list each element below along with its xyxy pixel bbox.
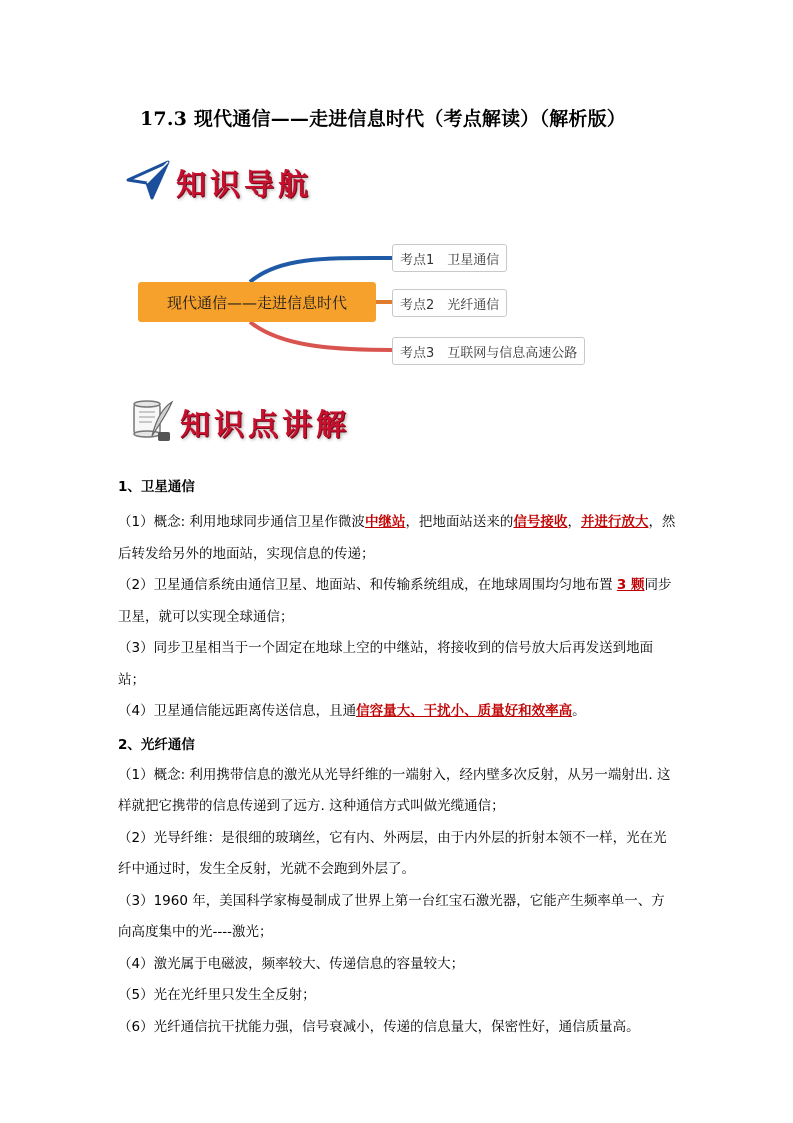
paragraph-text: 。 (572, 703, 586, 719)
paragraph-text: （3）1960 年，美国科学家梅曼制成了世界上第一台红宝石激光器，它能产生频率单一、方向高度集中的光----激光； (118, 892, 665, 940)
paragraph-text: （2）卫星通信系统由通信卫星、地面站、和传输系统组成，在地球周围均匀地布置 (118, 577, 617, 593)
paragraph (118, 696, 678, 728)
paragraph (118, 980, 678, 1012)
paragraph (118, 570, 678, 633)
highlighted-term: 信容量大、干扰小、质量好和效率高 (356, 703, 573, 719)
knowledge-navigation-banner (126, 160, 312, 204)
section-heading-fiber: 2、光纤通信 (118, 736, 195, 753)
paragraph (118, 507, 678, 570)
paragraph-text: 同步卫星，就可以实现全球通信； (118, 577, 672, 625)
paragraph (118, 633, 678, 696)
paragraph-text: （5）光在光纤里只发生全反射； (118, 987, 316, 1003)
paragraph-text: （4）卫星通信能远距离传送信息，且通 (118, 703, 357, 719)
paragraph (118, 760, 678, 823)
paragraph-text: （2）光导纤维：是很细的玻璃丝，它有内、外两层，由于内外层的折射本领不一样，光在光纤中通过时，发生全反射，光就不会跑到外层了。 (118, 829, 667, 877)
paragraph-text: （1）概念: 利用地球同步通信卫星作微波 (118, 514, 365, 530)
paragraph (118, 1012, 678, 1044)
paragraph-text: （1）概念: 利用携带信息的激光从光导纤维的一端射入，经内壁多次反射，从另一端射出. 这样就把它携带的信息传递到了远方. 这种通信方式叫做光缆通信； (118, 766, 671, 814)
paragraph (118, 949, 678, 981)
paragraph (118, 886, 678, 949)
knowledge-lecture-banner (128, 396, 350, 448)
section-body-fiber (118, 760, 678, 1044)
highlighted-term: 信号接收 (513, 514, 568, 530)
page-title: 17.3 现代通信——走进信息时代（考点解读）（解析版） (140, 108, 626, 130)
mind-map-branch-satellite: 考点1 卫星通信 (392, 244, 507, 272)
knowledge-lecture-heading: 知识点讲解 (180, 408, 350, 443)
paragraph-text: （3）同步卫星相当于一个固定在地球上空的中继站，将接收到的信号放大后再发送到地面站； (118, 640, 654, 688)
mind-map-branch-fiber: 考点2 光纤通信 (392, 289, 507, 317)
highlighted-term: 中继站 (364, 514, 406, 530)
section-heading-satellite: 1、卫星通信 (118, 479, 195, 495)
mind-map-root: 现代通信——走进信息时代 (138, 282, 376, 322)
knowledge-navigation-heading: 知识导航 (176, 168, 312, 203)
mind-map-branch-internet: 考点3 互联网与信息高速公路 (392, 337, 585, 365)
highlighted-term: 并进行放大 (580, 514, 649, 530)
mind-map (130, 238, 590, 368)
paper-plane-icon (126, 160, 170, 204)
paragraph-text: ，然后转发给另外的地面站，实现信息的传递； (118, 514, 676, 562)
section-body-satellite (118, 507, 678, 728)
paragraph-text: （4）激光属于电磁波，频率较大、传递信息的容量较大； (118, 955, 465, 972)
scroll-quill-icon (128, 396, 174, 448)
paragraph-text: （6）光纤通信抗干扰能力强，信号衰减小，传递的信息量大，保密性好，通信质量高。 (118, 1018, 640, 1035)
paragraph-text: ， (567, 514, 581, 530)
paragraph-text: ，把地面站送来的 (405, 514, 514, 530)
paragraph (118, 823, 678, 886)
highlighted-term: 3 颗 (616, 577, 645, 593)
lecture-content (118, 476, 678, 1043)
